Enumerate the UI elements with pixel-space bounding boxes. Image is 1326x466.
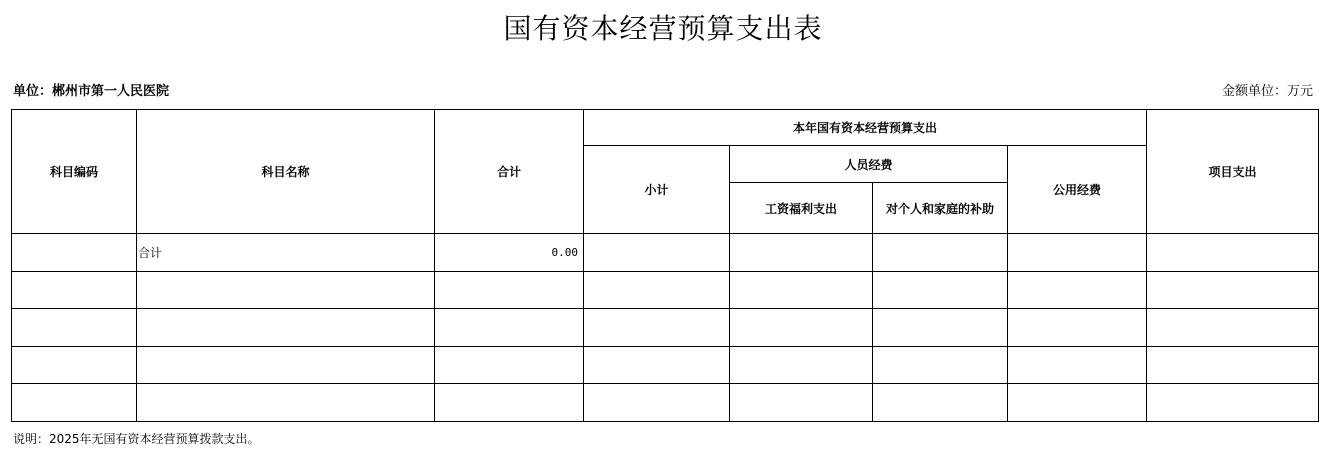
cell-public bbox=[1008, 309, 1147, 347]
cell-subtotal bbox=[584, 347, 730, 384]
table-row bbox=[12, 234, 1319, 272]
cell-wages bbox=[730, 347, 873, 384]
cell-name bbox=[137, 309, 435, 347]
cell-subtotal bbox=[584, 272, 730, 309]
cell-code bbox=[12, 309, 137, 347]
header-subsidy: 对个人和家庭的补助 bbox=[873, 183, 1008, 234]
header-total: 合计 bbox=[435, 110, 584, 234]
cell-public bbox=[1008, 347, 1147, 384]
cell-subsidy bbox=[873, 234, 1008, 272]
header-wages: 工资福利支出 bbox=[730, 183, 873, 234]
cell-wages bbox=[730, 309, 873, 347]
cell-project bbox=[1147, 384, 1319, 422]
cell-subtotal bbox=[584, 384, 730, 422]
header-subtotal: 小计 bbox=[584, 146, 730, 234]
header-project: 项目支出 bbox=[1147, 110, 1319, 234]
cell-public bbox=[1008, 384, 1147, 422]
header-code: 科目编码 bbox=[12, 110, 137, 234]
cell-name bbox=[137, 347, 435, 384]
cell-public bbox=[1008, 272, 1147, 309]
cell-name bbox=[137, 272, 435, 309]
cell-total bbox=[435, 347, 584, 384]
cell-code bbox=[12, 384, 137, 422]
cell-name bbox=[137, 384, 435, 422]
cell-project bbox=[1147, 309, 1319, 347]
header-name: 科目名称 bbox=[137, 110, 435, 234]
cell-total bbox=[435, 309, 584, 347]
page-title: 国有资本经营预算支出表 bbox=[503, 12, 823, 45]
cell-subtotal bbox=[584, 309, 730, 347]
table-row bbox=[12, 347, 1319, 384]
header-current-year: 本年国有资本经营预算支出 bbox=[584, 110, 1147, 146]
cell-project bbox=[1147, 347, 1319, 384]
cell-code bbox=[12, 347, 137, 384]
budget-table bbox=[11, 109, 1319, 422]
cell-name: 合计 bbox=[137, 234, 435, 272]
cell-subsidy bbox=[873, 347, 1008, 384]
cell-wages bbox=[730, 234, 873, 272]
cell-wages bbox=[730, 384, 873, 422]
header-personnel: 人员经费 bbox=[730, 146, 1008, 183]
cell-subsidy bbox=[873, 309, 1008, 347]
cell-total: 0.00 bbox=[435, 234, 584, 272]
cell-total bbox=[435, 384, 584, 422]
table-row bbox=[12, 309, 1319, 347]
cell-subtotal bbox=[584, 234, 730, 272]
cell-public bbox=[1008, 234, 1147, 272]
table-row bbox=[12, 272, 1319, 309]
cell-project bbox=[1147, 234, 1319, 272]
cell-wages bbox=[730, 272, 873, 309]
cell-total bbox=[435, 272, 584, 309]
cell-subsidy bbox=[873, 272, 1008, 309]
footnote: 说明：2025年无国有资本经营预算拨款支出。 bbox=[13, 432, 260, 446]
cell-project bbox=[1147, 272, 1319, 309]
unit-label: 单位：郴州市第一人民医院 bbox=[13, 84, 170, 99]
cell-code bbox=[12, 234, 137, 272]
cell-code bbox=[12, 272, 137, 309]
header-public: 公用经费 bbox=[1008, 146, 1147, 234]
amount-unit-label: 金额单位：万元 bbox=[1221, 84, 1313, 99]
table-row bbox=[12, 384, 1319, 422]
cell-subsidy bbox=[873, 384, 1008, 422]
